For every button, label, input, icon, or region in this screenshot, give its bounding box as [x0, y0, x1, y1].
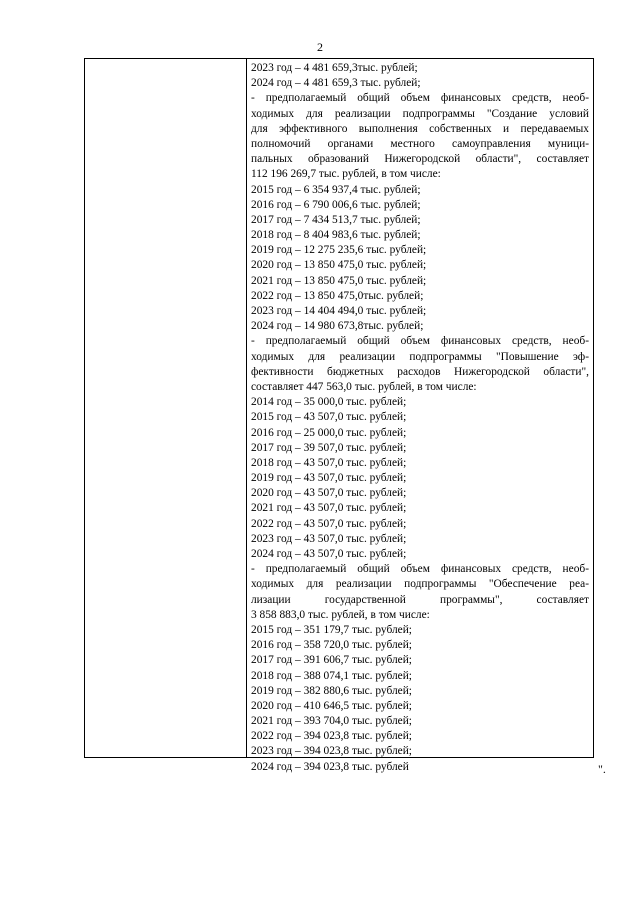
text-line: 2020 год – 13 850 475,0 тыс. рублей; — [251, 259, 427, 272]
text-line: пальных образований Нижегородской области", составляет — [251, 153, 589, 166]
text-line: 2019 год – 12 275 235,6 тыс. рублей; — [251, 244, 427, 257]
closing-quote-mark: ". — [598, 762, 606, 776]
text-line: полномочий органами местного самоуправления муници- — [251, 137, 589, 150]
text-line: 2023 год – 394 023,8 тыс. рублей; — [251, 745, 412, 758]
text-line: 2020 год – 410 646,5 тыс. рублей; — [251, 699, 412, 712]
text-line: для эффективного выполнения собственных и передаваемых — [251, 122, 589, 135]
text-line: 3 858 883,0 тыс. рублей, в том числе: — [251, 608, 430, 621]
text-line: 2023 год – 4 481 659,3тыс. рублей; — [251, 62, 418, 74]
text-line: 2022 год – 43 507,0 тыс. рублей; — [251, 517, 407, 530]
text-line: 2024 год – 14 980 673,8тыс. рублей; — [251, 320, 424, 333]
text-line: 2015 год – 43 507,0 тыс. рублей; — [251, 411, 407, 424]
table-left-cell — [85, 59, 247, 757]
text-line: 2015 год – 6 354 937,4 тыс. рублей; — [251, 183, 421, 196]
text-line: 2016 год – 358 720,0 тыс. рублей; — [251, 639, 412, 652]
text-line: 2017 год – 7 434 513,7 тыс. рублей; — [251, 213, 421, 226]
text-line: 2024 год – 43 507,0 тыс. рублей; — [251, 548, 407, 560]
text-line: ходимых для реализации подпрограммы "Повышение эф- — [251, 350, 589, 363]
text-line: - предполагаемый общий объем финансовых средств, необ- — [251, 92, 589, 105]
text-line: 2023 год – 43 507,0 тыс. рублей; — [251, 532, 407, 545]
text-line: - предполагаемый общий объем финансовых средств, необ- — [251, 335, 589, 348]
text-line: - предполагаемый общий объем финансовых средств, необ- — [251, 563, 589, 576]
funding-table — [84, 58, 594, 773]
page-number: 2 — [317, 40, 323, 54]
text-line: 2018 год – 43 507,0 тыс. рублей; — [251, 456, 407, 469]
text-line: 112 196 269,7 тыс. рублей, в том числе: — [251, 168, 441, 181]
table-right-cell — [251, 61, 589, 775]
text-line: 2016 год – 25 000,0 тыс. рублей; — [251, 426, 407, 439]
text-line: 2017 год – 39 507,0 тыс. рублей; — [251, 441, 407, 454]
text-line: ходимых для реализации подпрограммы "Обеспечение реа- — [251, 578, 589, 591]
text-line: лизации государственной программы", составляет — [251, 593, 589, 606]
text-line: ходимых для реализации подпрограммы "Создание условий — [251, 107, 589, 120]
text-line: 2021 год – 393 704,0 тыс. рублей; — [251, 715, 412, 728]
text-line: 2024 год – 4 481 659,3 тыс. рублей; — [251, 77, 421, 90]
text-line: 2023 год – 14 404 494,0 тыс. рублей; — [251, 305, 427, 317]
text-line: 2021 год – 13 850 475,0 тыс. рублей; — [251, 274, 427, 287]
text-line: 2018 год – 388 074,1 тыс. рублей; — [251, 669, 412, 682]
text-line: 2022 год – 13 850 475,0тыс. рублей; — [251, 289, 424, 302]
text-line: 2016 год – 6 790 006,6 тыс. рублей; — [251, 198, 421, 211]
text-line: 2024 год – 394 023,8 тыс. рублей — [251, 760, 409, 773]
text-line: 2014 год – 35 000,0 тыс. рублей; — [251, 396, 407, 409]
text-line: фективности бюджетных расходов Нижегородской области", — [251, 365, 589, 378]
text-line: 2019 год – 382 880,6 тыс. рублей; — [251, 684, 412, 697]
text-line: 2020 год – 43 507,0 тыс. рублей; — [251, 487, 407, 500]
text-line: 2018 год – 8 404 983,6 тыс. рублей; — [251, 229, 421, 242]
text-line: составляет 447 563,0 тыс. рублей, в том числе: — [251, 380, 477, 393]
text-line: 2022 год – 394 023,8 тыс. рублей; — [251, 730, 412, 743]
text-line: 2021 год – 43 507,0 тыс. рублей; — [251, 502, 407, 515]
text-line: 2017 год – 391 606,7 тыс. рублей; — [251, 654, 412, 667]
text-line: 2019 год – 43 507,0 тыс. рублей; — [251, 472, 407, 485]
text-line: 2015 год – 351 179,7 тыс. рублей; — [251, 623, 412, 636]
